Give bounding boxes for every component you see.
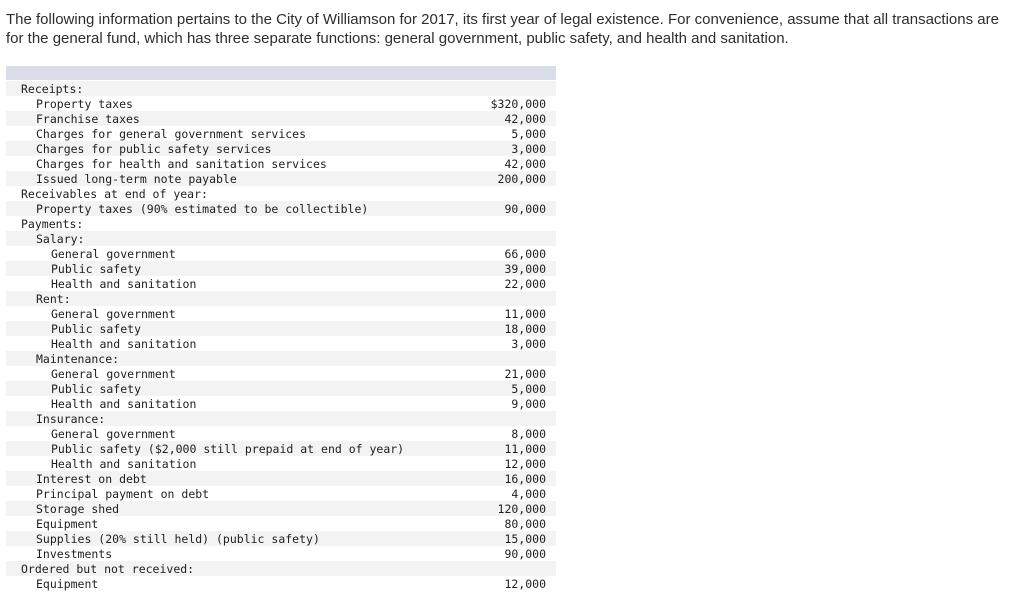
row-amount: 9,000 xyxy=(511,396,546,411)
row-label: General government xyxy=(51,426,176,441)
table-row xyxy=(6,186,556,201)
row-label: Charges for public safety services xyxy=(36,141,272,156)
table-row xyxy=(6,411,556,426)
table-header-bar xyxy=(6,66,556,80)
row-label: Supplies (20% still held) (public safety) xyxy=(36,531,320,546)
row-amount: 66,000 xyxy=(504,246,546,261)
table-row xyxy=(6,156,556,171)
table-row xyxy=(6,531,556,546)
row-amount: 12,000 xyxy=(504,456,546,471)
row-label: Interest on debt xyxy=(36,471,147,486)
row-label: Charges for health and sanitation services xyxy=(36,156,327,171)
row-amount: 22,000 xyxy=(504,276,546,291)
row-amount: 5,000 xyxy=(511,126,546,141)
row-label: General government xyxy=(51,246,176,261)
table-row xyxy=(6,231,556,246)
row-label: Principal payment on debt xyxy=(36,486,210,501)
table-row xyxy=(6,81,556,96)
row-label: Public safety ($2,000 still prepaid at end of year) xyxy=(51,441,405,456)
table-row xyxy=(6,126,556,141)
table-row xyxy=(6,141,556,156)
row-label: Receivables at end of year: xyxy=(21,186,208,201)
row-label: Insurance: xyxy=(36,411,106,426)
row-label: Investments xyxy=(36,546,113,561)
row-amount: 16,000 xyxy=(504,471,546,486)
table-row xyxy=(6,321,556,336)
row-amount: 4,000 xyxy=(511,486,546,501)
row-amount: 200,000 xyxy=(497,171,546,186)
table-row xyxy=(6,306,556,321)
table-row xyxy=(6,96,556,111)
problem-intro: The following information pertains to the City of Williamson for 2017, its first year of legal existence. For convenience, assume that all transactions are for the general fund, which has three separate functions: general government, public safety, and health and sanitation. xyxy=(6,11,999,47)
table-row xyxy=(6,366,556,381)
row-label: Equipment xyxy=(36,516,99,531)
row-label: Ordered but not received: xyxy=(21,561,195,576)
row-label: Payments: xyxy=(21,216,84,231)
row-label: Health and sanitation xyxy=(51,276,197,291)
row-label: Public safety xyxy=(51,321,142,336)
row-label: Charges for general government services xyxy=(36,126,307,141)
table-row xyxy=(6,216,556,231)
row-amount: 8,000 xyxy=(511,426,546,441)
table-row xyxy=(6,561,556,576)
row-label: Property taxes xyxy=(36,96,133,111)
row-label: Receipts: xyxy=(21,81,84,96)
row-label: Health and sanitation xyxy=(51,336,197,351)
row-amount: 42,000 xyxy=(504,156,546,171)
row-amount: 11,000 xyxy=(504,306,546,321)
row-amount: 5,000 xyxy=(511,381,546,396)
row-label: Health and sanitation xyxy=(51,396,197,411)
table-row xyxy=(6,546,556,561)
row-amount: 42,000 xyxy=(504,111,546,126)
table-row xyxy=(6,456,556,471)
row-label: Issued long-term note payable xyxy=(36,171,237,186)
transactions-table xyxy=(6,66,556,591)
row-label: General government xyxy=(51,366,176,381)
row-amount: 120,000 xyxy=(497,501,546,516)
row-label: Public safety xyxy=(51,261,142,276)
row-amount: 21,000 xyxy=(504,366,546,381)
table-row xyxy=(6,291,556,306)
table-row xyxy=(6,351,556,366)
row-amount: 12,000 xyxy=(504,576,546,591)
row-label: Public safety xyxy=(51,381,142,396)
row-label: Rent: xyxy=(36,291,71,306)
table-row xyxy=(6,426,556,441)
table-row xyxy=(6,471,556,486)
table-row xyxy=(6,336,556,351)
table-row xyxy=(6,261,556,276)
table-row xyxy=(6,516,556,531)
row-amount: 80,000 xyxy=(504,516,546,531)
table-row xyxy=(6,201,556,216)
row-label: Equipment xyxy=(36,576,99,591)
table-row xyxy=(6,171,556,186)
table-row xyxy=(6,111,556,126)
table-row xyxy=(6,501,556,516)
row-amount: 18,000 xyxy=(504,321,546,336)
row-label: General government xyxy=(51,306,176,321)
row-amount: 11,000 xyxy=(504,441,546,456)
table-row xyxy=(6,396,556,411)
table-row xyxy=(6,246,556,261)
row-amount: 39,000 xyxy=(504,261,546,276)
row-label: Property taxes (90% estimated to be collectible) xyxy=(36,201,369,216)
table-row xyxy=(6,576,556,591)
table-rows xyxy=(6,80,556,591)
row-label: Health and sanitation xyxy=(51,456,197,471)
table-row xyxy=(6,441,556,456)
table-row xyxy=(6,381,556,396)
row-amount: 3,000 xyxy=(511,336,546,351)
row-amount: 3,000 xyxy=(511,141,546,156)
row-amount: 90,000 xyxy=(504,546,546,561)
row-amount: 15,000 xyxy=(504,531,546,546)
row-amount: $320,000 xyxy=(490,96,546,111)
table-row xyxy=(6,486,556,501)
row-label: Franchise taxes xyxy=(36,111,140,126)
row-label: Maintenance: xyxy=(36,351,120,366)
row-label: Salary: xyxy=(36,231,85,246)
table-row xyxy=(6,276,556,291)
row-label: Storage shed xyxy=(36,501,120,516)
row-amount: 90,000 xyxy=(504,201,546,216)
